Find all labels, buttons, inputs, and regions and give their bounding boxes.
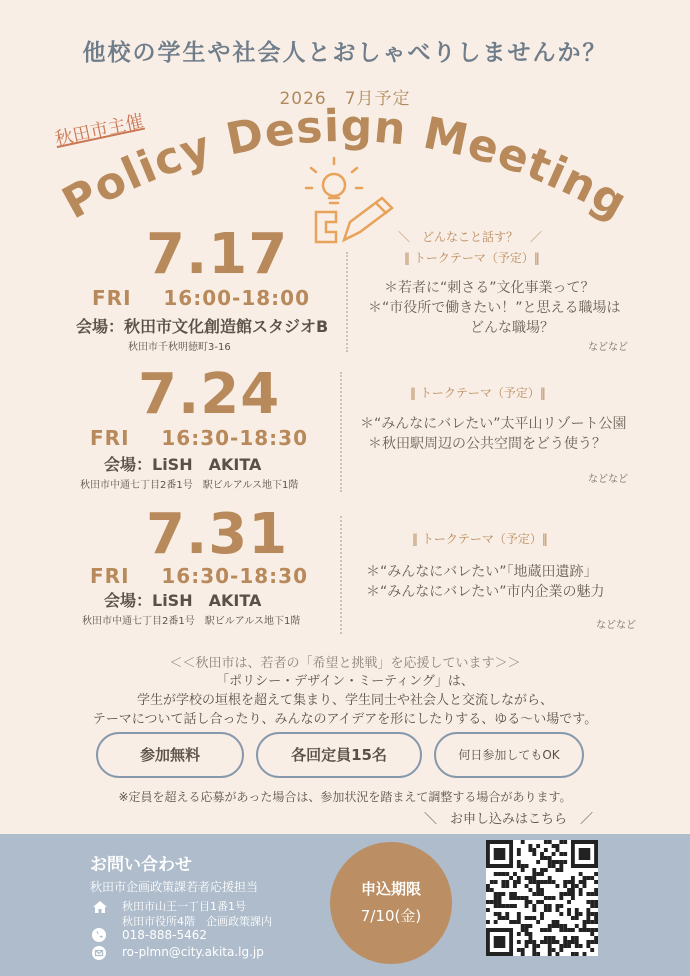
session-1-time xyxy=(92,286,310,310)
capacity-note: ※定員を超える応募があった場合は、参加状況を踏まえて調整する場合があります。 xyxy=(118,790,572,804)
session-3-address: 秋田市中通七丁目2番1号 駅ビルアルス地下1階 xyxy=(82,616,301,627)
session-3-date: 7.31 xyxy=(146,502,289,567)
badge-any-day: 何日参加してもOK xyxy=(434,732,584,778)
session-1-hours: 16:00-18:00 xyxy=(163,286,310,310)
event-title: Policy Design Meeting xyxy=(54,100,636,230)
session-1-topic-heading: ‖ トークテーマ（予定）‖ xyxy=(404,251,540,265)
slogan: ＜＜秋田市は、若者の「希望と挑戦」を応援しています＞＞ xyxy=(169,656,521,671)
email-icon xyxy=(92,946,106,960)
contact-address-2: 秋田市役所4階 企画政策課内 xyxy=(122,915,272,928)
session-2-address: 秋田市中通七丁目2番1号 駅ビルアルス地下1階 xyxy=(80,480,299,491)
session-2-topic-2: ＊秋田駅周辺の公共空間をどう使う？ xyxy=(368,436,606,452)
home-icon xyxy=(92,900,108,914)
session-3-topic-2: ＊“みんなにバレたい”市内企業の魅力 xyxy=(366,584,605,600)
contact-phone: 018-888-5462 xyxy=(122,928,208,942)
intro-line-3: テーマについて話し合ったり、みんなのアイデアを形にしたりする、ゆる〜い場です。 xyxy=(92,712,598,727)
svg-text:Policy Design Meeting xyxy=(54,101,635,230)
lightbulb-pencil-icon xyxy=(306,158,392,242)
headline: 他校の学生や社会人とおしゃべりしませんか？ xyxy=(82,40,608,66)
session-1-topic-2: ＊“市役所で働きたい！”と思える職場は xyxy=(368,300,621,316)
intro-line-1: 「ポリシー・デザイン・ミーティング」は、 xyxy=(216,674,474,689)
session-3-topic-1: ＊“みんなにバレたい”「地蔵田遺跡」 xyxy=(366,564,598,580)
session-1-date: 7.17 xyxy=(146,222,289,287)
session-3-etc: などなど xyxy=(596,620,636,631)
session-1-venue: 会場：秋田市文化創造館スタジオB xyxy=(76,317,329,336)
deadline-label: 申込期限 xyxy=(360,880,421,898)
session-3-hours: 16:30-18:30 xyxy=(161,564,308,588)
contact-email[interactable]: ro-plmn@city.akita.lg.jp xyxy=(122,945,264,959)
deadline-date: 7/10(金) xyxy=(360,907,422,925)
badge-free: 参加無料 xyxy=(96,732,244,778)
session-1-address: 秋田市千秋明徳町3-16 xyxy=(128,342,231,353)
session-3-time xyxy=(90,564,308,588)
session-2-date: 7.24 xyxy=(138,362,281,427)
session-3-day: FRI xyxy=(90,564,130,588)
divider xyxy=(346,252,348,352)
qr-code[interactable] xyxy=(486,840,598,956)
deadline-badge xyxy=(330,842,452,964)
session-1-topic-intro: ＼ どんなこと話す？ ／ xyxy=(398,230,543,244)
session-2-etc: などなど xyxy=(588,474,628,485)
badge-capacity: 各回定員15名 xyxy=(256,732,422,778)
intro-line-2: 学生が学校の垣根を超えて集まり、学生同士や社会人と交流しながら、 xyxy=(136,693,553,708)
divider xyxy=(340,516,342,634)
contact-address-1: 秋田市山王一丁目1番1号 xyxy=(122,900,246,913)
phone-icon xyxy=(92,928,106,942)
organizer-label: 秋田市主催 xyxy=(53,110,146,151)
divider xyxy=(340,372,342,492)
session-2-hours: 16:30-18:30 xyxy=(161,426,308,450)
session-3-topic-heading: ‖ トークテーマ（予定）‖ xyxy=(412,532,548,546)
title-art xyxy=(0,0,690,260)
session-2-topic-heading: ‖ トークテーマ（予定）‖ xyxy=(410,386,546,400)
session-1-etc: などなど xyxy=(588,342,628,353)
session-2-day: FRI xyxy=(90,426,130,450)
year-line: 2026 7月予定 xyxy=(279,89,411,109)
session-1-topic-3: どんな職場？ xyxy=(470,320,554,336)
contact-title: お問い合わせ xyxy=(90,855,192,875)
session-3-venue: 会場：LiSH AKITA xyxy=(104,591,262,610)
session-2-time xyxy=(90,426,308,450)
session-2-topic-1: ＊“みんなにバレたい”太平山リゾート公園 xyxy=(360,416,627,432)
session-2-venue: 会場：LiSH AKITA xyxy=(104,455,262,474)
contact-dept: 秋田市企画政策課若者応援担当 xyxy=(90,880,259,894)
session-1-topic-1: ＊若者に“刺さる”文化事業って？ xyxy=(384,280,595,296)
session-1-day: FRI xyxy=(92,286,132,310)
apply-here[interactable]: ＼ お申し込みはこちら ／ xyxy=(424,812,594,827)
